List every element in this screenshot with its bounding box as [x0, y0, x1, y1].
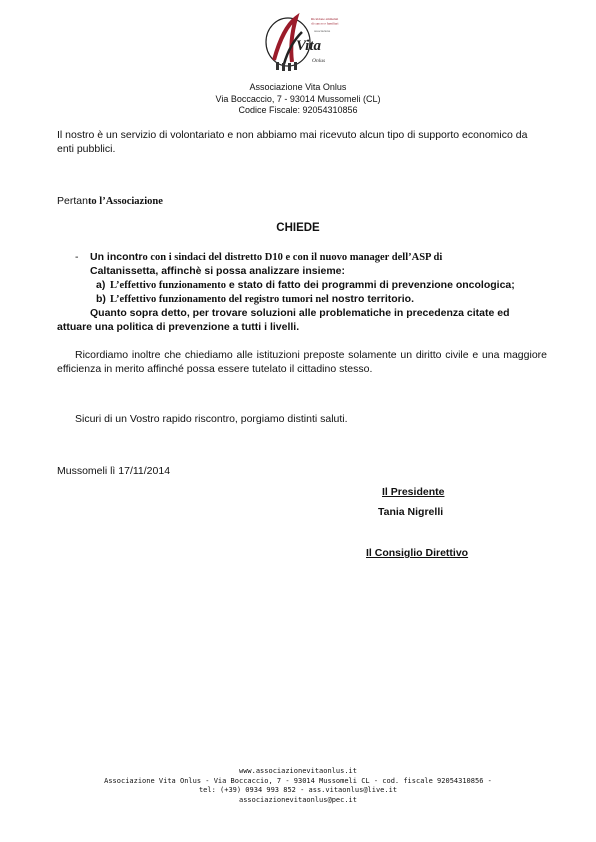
- logo-tagline-3: associazione: [314, 29, 331, 33]
- header-tax-code: Codice Fiscale: 92054310856: [238, 105, 358, 115]
- logo-tagline-1: Ricaldone ammalati: [311, 17, 339, 21]
- item-b-label: b): [96, 293, 106, 305]
- pertanto-prefix: Pertan: [57, 195, 88, 207]
- president-name: Tania Nigrelli: [378, 506, 444, 518]
- item-a-sans: e stato di fatto dei programmi di prevenzione oncologica;: [225, 279, 515, 291]
- request-line-1: [90, 250, 560, 265]
- footer-website: www.associazionevitaonlus.it: [238, 767, 357, 775]
- page-footer: [0, 767, 596, 805]
- logo-tagline-2: di cancro e familiari: [311, 21, 339, 26]
- header-address-block: [0, 82, 596, 117]
- request-line-2: Caltanissetta, affinchè si possa analizzare insieme:: [90, 265, 346, 277]
- header-address: Via Boccaccio, 7 - 93014 Mussomeli (CL): [215, 93, 381, 104]
- item-b: [110, 292, 550, 307]
- chiede-heading: CHIEDE: [276, 222, 320, 234]
- item-b-serif: L’effettivo funzionamento del registro tumori nel: [110, 294, 329, 305]
- association-logo: [258, 10, 342, 78]
- intro-paragraph: Il nostro è un servizio di volontariato e non abbiamo mai ricevuto alcun tipo di supporto economico da enti pubblici.: [57, 129, 528, 155]
- footer-contacts: tel: (+39) 0934 993 852 - ass.vitaonlus@live.it: [198, 786, 398, 794]
- place-date: Mussomeli lì 17/11/2014: [57, 465, 171, 477]
- pertanto-line: [57, 194, 163, 209]
- request-dash: -: [75, 251, 79, 263]
- quanto-line-2: attuare una politica di prevenzione a tutti i livelli.: [57, 321, 300, 333]
- president-title: Il Presidente: [382, 486, 445, 498]
- pertanto-suffix: to l’Associazione: [87, 196, 163, 207]
- logo-subtitle: Onlus: [312, 58, 326, 64]
- council-title: Il Consiglio Direttivo: [366, 547, 469, 559]
- item-a: [110, 278, 550, 293]
- item-a-serif: L’effettivo funzionamento: [110, 280, 226, 291]
- closing-greeting: Sicuri di un Vostro rapido riscontro, porgiamo distinti saluti.: [75, 413, 348, 425]
- item-b-sans: nostro territorio.: [328, 293, 414, 305]
- request-rest: o con i sindaci del distretto D10 e con il nuovo manager dell’ASP di: [142, 252, 443, 263]
- quanto-line-1: Quanto sopra detto, per trovare soluzioni alle problematiche in precedenza citate ed: [90, 307, 510, 319]
- request-start: Un incontr: [90, 251, 143, 263]
- header-org-name: Associazione Vita Onlus: [249, 82, 347, 92]
- ricordiamo-paragraph: Ricordiamo inoltre che chiediamo alle istituzioni preposte solamente un diritto civile e una maggiore efficienza in merito affinché possa essere tutelato il cittadino stesso.: [57, 349, 547, 375]
- footer-address: Associazione Vita Onlus - Via Boccaccio, 7 - 93014 Mussomeli CL - cod. fiscale 92054310856 -: [104, 776, 492, 785]
- logo-name: Vita: [296, 38, 322, 54]
- footer-pec: associazionevitaonlus@pec.it: [238, 795, 357, 804]
- item-a-label: a): [96, 279, 106, 291]
